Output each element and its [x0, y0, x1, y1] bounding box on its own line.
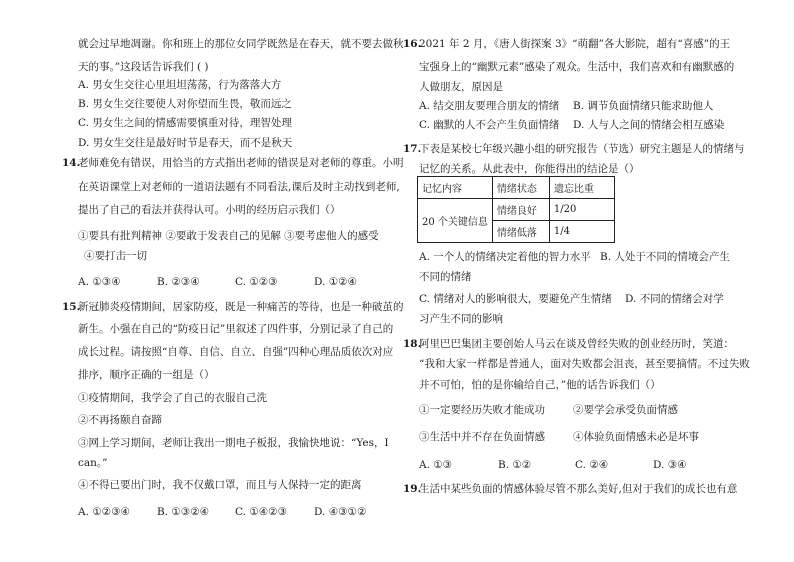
q15-line-1: 新冠肺炎疫情期间，居家防疫，既是一种痛苦的等待，也是一种破茧的	[78, 301, 404, 313]
q17-option-d-2: 习产生不同的影响	[419, 313, 503, 325]
q16-option-d: D. 人与人之间的情绪会相互感染	[573, 119, 725, 131]
q15-option-b: B. ①③②④	[157, 506, 210, 518]
q15-line-4: 排序，顺序正确的一组是（）	[78, 369, 215, 381]
q14-option-c: C. ①②③	[235, 276, 278, 288]
q13-continuation-line-2: 天的事。”这段话告诉我们 ( )	[78, 61, 209, 73]
q15-number: 15.	[62, 301, 81, 313]
q16-line-3: 人做朋友，原因是	[419, 81, 503, 93]
table-header-cell: 情绪状态	[492, 177, 549, 199]
q14-line-2: 在英语课堂上对老师的一道语法题有不同看法,课后及时主动找到老师,	[78, 181, 400, 193]
table-header-cell: 记忆内容	[418, 177, 493, 199]
q18-statement-3: ③生活中并不存在负面情感	[419, 431, 545, 443]
q15-line-3: 成长过程。请按照“自尊、自信、自立、自强”四种心理品质依次对应	[78, 346, 394, 358]
q14-line-1: 老师难免有错误，用恰当的方式指出老师的错误是对老师的尊重。小明	[78, 157, 404, 169]
q13-continuation-line-1: 就会过早地凋谢。你和班上的那位女同学既然是在春天，就不要去做秋	[78, 38, 404, 50]
table-row-label: 20 个关键信息	[418, 199, 493, 243]
q13-option-b: B. 男女生交往要使人对你望而生畏，敬而远之	[78, 98, 292, 110]
q18-option-b: B. ①②	[498, 459, 532, 471]
q19-line-1: 生活中某些负面的情感体验尽管不那么美好,但对于我们的成长也有意	[419, 483, 738, 495]
table-cell: 1/20	[549, 199, 614, 221]
q14-option-a: A. ①③④	[78, 276, 121, 288]
q14-line-3: 提出了自己的看法并获得认可。小明的经历启示我们（）	[78, 204, 341, 216]
q17-option-a: A. 一个人的情绪决定着他的智力水平	[419, 251, 591, 263]
q15-option-a: A. ①②③④	[78, 506, 130, 518]
q18-line-1: 阿里巴巴集团主要创始人马云在谈及曾经失败的创业经历时，笑道：	[419, 338, 734, 350]
q18-line-2: “我和大家一样都是普通人，面对失败都会沮丧，甚至要摘情。不过失败	[419, 358, 750, 370]
table-cell: 1/4	[549, 221, 614, 243]
q15-statement-3a: ③网上学习期间，老师让我出一期电子板报，我愉快地说：“Yes，I	[78, 437, 389, 449]
q17-option-b-1: B. 人处于不同的情境会产生	[600, 251, 730, 263]
q16-option-c: C. 幽默的人不会产生负面情绪	[419, 119, 560, 131]
table-cell: 情绪低落	[492, 221, 549, 243]
q14-number: 14.	[62, 157, 81, 169]
q14-statements-2: ④要打击一切	[84, 250, 147, 262]
q17-option-d-1: D. 不同的情绪会对学	[625, 293, 724, 305]
q16-option-a: A. 结交朋友要理合朋友的情绪	[419, 100, 560, 112]
q15-line-2: 新生。小强在自己的“防疫日记”里叙述了四件事，分别记录了自己的	[78, 323, 394, 335]
q15-statement-3b: can。”	[78, 457, 108, 469]
table-row	[418, 199, 615, 221]
memory-table	[417, 176, 615, 243]
q18-statement-2: ②要学会承受负面情感	[573, 404, 678, 416]
q15-option-c: C. ①④②③	[235, 506, 287, 518]
q18-option-d: D. ③④	[653, 459, 687, 471]
q16-option-b: B. 调节负面情绪只能求助他人	[573, 100, 714, 112]
q17-option-b-2: 不同的情绪	[419, 271, 472, 283]
q13-option-a: A. 男女生交往心里坦坦荡荡，行为落落大方	[78, 79, 282, 91]
q17-line-2: 记忆的关系。从此表中，你能得出的结论是（）	[419, 163, 640, 175]
q15-statement-2: ②不再扬颐自奋蹄	[78, 414, 162, 426]
q15-statement-4: ④不得已要出门时，我不仅戴口罩，而且与人保持一定的距离	[78, 479, 362, 491]
q14-option-b: B. ②③④	[157, 276, 200, 288]
q18-option-a: A. ①③	[419, 459, 453, 471]
q17-line-1: 下表是某校七年级兴趣小组的研究报告（节选）研究主题是人的情绪与	[419, 143, 745, 155]
q18-option-c: C. ②④	[575, 459, 609, 471]
q18-statement-4: ④体验负面情感未必是坏事	[573, 431, 699, 443]
q16-line-1: 2021 年 2 月，《唐人街探案 3》“萌翻”各大影院，超有“喜感”的王	[419, 38, 731, 50]
q18-number: 18.	[403, 338, 422, 350]
table-header-row	[418, 177, 615, 199]
q18-line-3: 并不可怕，怕的是你输给自己，”他的话告诉我们（）	[419, 379, 661, 391]
q14-option-d: D. ①②④	[314, 276, 357, 288]
table-header-cell: 遗忘比重	[549, 177, 614, 199]
q15-statement-1: ①疫情期间，我学会了自己的衣服自己洗	[78, 392, 267, 404]
q19-number: 19.	[403, 483, 422, 495]
table-cell: 情绪良好	[492, 199, 549, 221]
q13-option-c: C. 男女生之间的情感需要慎重对待，理智处理	[78, 117, 292, 129]
q16-line-2: 宝强身上的“幽默元素”感染了观众。生活中，我们喜欢和有幽默感的	[419, 61, 735, 73]
q17-option-c: C. 情绪对人的影响很大，要避免产生情绪	[419, 293, 612, 305]
q15-option-d: D. ④③①②	[314, 506, 367, 518]
q14-statements-1: ①要具有批判精神 ②要敢于发表自己的见解 ③要考虑他人的感受	[78, 230, 379, 242]
q13-option-d: D. 男女生交往是最好时节是春天，而不是秋天	[78, 137, 293, 149]
q17-number: 17.	[403, 143, 422, 155]
q16-number: 16.	[403, 38, 422, 50]
q18-statement-1: ①一定要经历失败才能成功	[419, 404, 545, 416]
